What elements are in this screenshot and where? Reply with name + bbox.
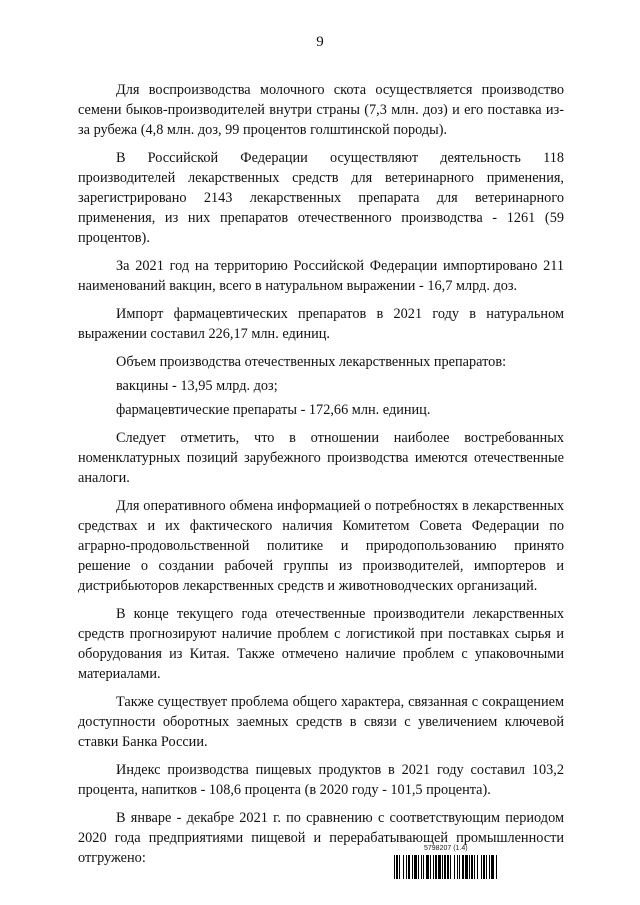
paragraph: Для оперативного обмена информацией о потребностях в лекарственных средствах и их фактического наличия Комитетом Совета Федерации по аграрно-продовольственной политике и природопользованию принято решение о создании рабочей группы из производителей, импортеров и дистрибьюторов лекарственных средств и животноводческих организаций.: [78, 498, 564, 594]
document-body: [78, 80, 564, 876]
paragraph: В конце текущего года отечественные производители лекарственных средств прогнозируют наличие проблем с логистикой при поставках сырья и оборудования из Китая. Также отмечено наличие проблем с упаковочными материалами.: [78, 606, 564, 682]
paragraph: Объем производства отечественных лекарственных препаратов:: [116, 354, 507, 370]
paragraph: Для воспроизводства молочного скота осуществляется производство семени быков-производителей внутри страны (7,3 млн. доз) и его поставка из-за рубежа (4,8 млн. доз, 99 процентов голштинской породы).: [78, 82, 564, 138]
document-code: 5798207 (1.4): [424, 845, 468, 852]
page-number: 9: [316, 34, 324, 50]
paragraph: Также существует проблема общего характера, связанная с сокращением доступности оборотных заемных средств в связи с увеличением ключевой ставки Банка России.: [78, 694, 564, 750]
paragraph: Следует отметить, что в отношении наиболее востребованных номенклатурных позиций зарубежного производства имеются отечественные аналоги.: [78, 430, 564, 486]
paragraph: За 2021 год на территорию Российской Федерации импортировано 211 наименований вакцин, всего в натуральном выражении - 16,7 млрд. доз.: [78, 258, 564, 294]
barcode-icon: [394, 855, 566, 879]
list-item: фармацевтические препараты - 172,66 млн. единиц.: [116, 402, 431, 418]
paragraph: Индекс производства пищевых продуктов в 2021 году составил 103,2 процента, напитков - 108,6 процента (в 2020 году - 101,5 процента).: [78, 762, 564, 798]
paragraph: Импорт фармацевтических препаратов в 2021 году в натуральном выражении составил 226,17 млн. единиц.: [78, 306, 564, 342]
paragraph: В Российской Федерации осуществляют деятельность 118 производителей лекарственных средств для ветеринарного применения, зарегистрировано 2143 лекарственных препарата для ветеринарного применения, из них препаратов отечественного производства - 1261 (59 процентов).: [78, 150, 564, 246]
list-item: вакцины - 13,95 млрд. доз;: [116, 378, 278, 394]
paragraph: В январе - декабре 2021 г. по сравнению с соответствующим периодом 2020 года предприятиями пищевой и перерабатывающей промышленности отгружено:: [78, 810, 564, 866]
